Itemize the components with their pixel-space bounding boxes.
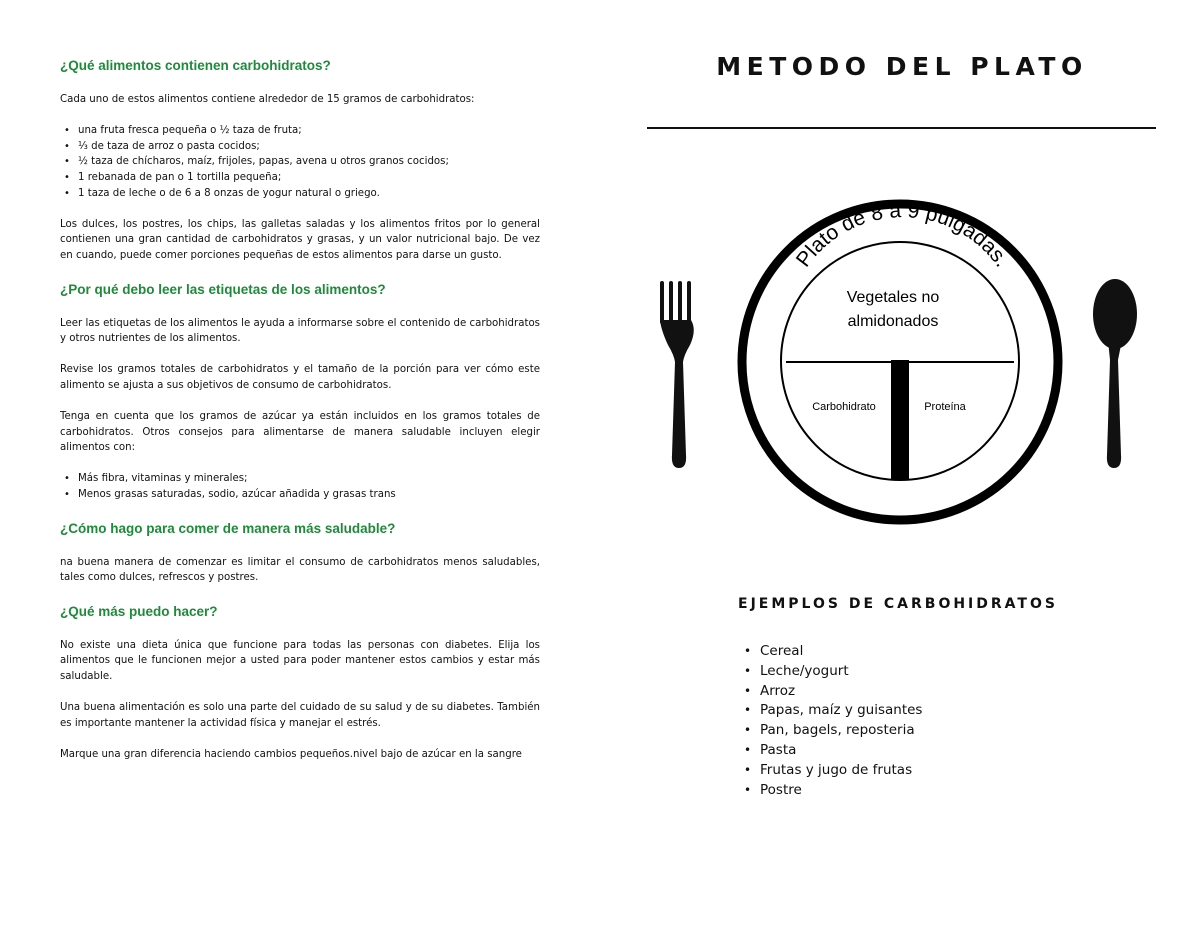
plate-size-label: Plato de 8 a 9 pulgadas.	[791, 199, 1014, 272]
list-item: • Más fibra, vitaminas y minerales;	[60, 471, 540, 487]
paragraph: Marque una gran diferencia haciendo cambios pequeños.nivel bajo de azúcar en la sangre	[60, 749, 522, 760]
list-item: • Pan, bagels, reposteria	[743, 721, 922, 741]
list-item: • ⅓ de taza de arroz o pasta cocidos;	[60, 139, 540, 155]
paragraph: Leer las etiquetas de los alimentos le ayuda a informarse sobre el contenido de carbohidratos y otros nutrientes de los alimentos.	[60, 317, 540, 345]
list-item: • Leche/yogurt	[743, 662, 922, 682]
list-item: • 1 taza de leche o de 6 a 8 onzas de yogur natural o griego.	[60, 186, 540, 202]
paragraph: Cada uno de estos alimentos contiene alrededor de 15 gramos de carbohidratos:	[60, 94, 475, 105]
plate-divider-vertical	[891, 360, 909, 480]
plate-diagram	[640, 190, 1160, 535]
list-item: • Cereal	[743, 642, 922, 662]
list-item: • Postre	[743, 781, 922, 801]
list-item: • ½ taza de chícharos, maíz, frijoles, papas, avena u otros granos cocidos;	[60, 154, 540, 170]
spoon-icon	[1093, 279, 1137, 468]
list-item: • Papas, maíz y guisantes	[743, 701, 922, 721]
paragraph: Una buena alimentación es solo una parte del cuidado de su salud y de su diabetes. También es importante mantener la actividad física y manejar el estrés.	[60, 702, 540, 729]
list-item: • 1 rebanada de pan o 1 tortilla pequeña;	[60, 170, 540, 186]
paragraph: na buena manera de comenzar es limitar el consumo de carbohidratos menos saludables, tales como dulces, refrescos y postres.	[60, 556, 540, 584]
fork-icon	[660, 281, 694, 468]
bullet-list	[60, 123, 540, 201]
section-heading-carbohidratos: ¿Qué alimentos contienen carbohidratos?	[60, 58, 331, 73]
label-proteina: Proteína	[924, 401, 966, 413]
label-carbohidrato: Carbohidrato	[812, 401, 876, 413]
section-heading-saludable: ¿Cómo hago para comer de manera más saludable?	[60, 520, 396, 536]
ejemplos-title: EJEMPLOS DE CARBOHIDRATOS	[738, 596, 1058, 612]
list-item: • Frutas y jugo de frutas	[743, 761, 922, 781]
paragraph: Revise los gramos totales de carbohidratos y el tamaño de la porción para ver cómo este alimento se ajusta a sus objetivos de consumo de carbohidratos.	[60, 364, 540, 391]
page-title: METODO DEL PLATO	[716, 52, 1088, 81]
label-vegetales-line2: almidonados	[847, 313, 939, 330]
section-heading-etiquetas: ¿Por qué debo leer las etiquetas de los alimentos?	[60, 281, 386, 297]
bullet-list	[60, 471, 540, 502]
ejemplos-list	[743, 642, 922, 800]
paragraph: No existe una dieta única que funcione para todas las personas con diabetes. Elija los alimentos que le funcionen mejor a usted para poder mantener estos cambios y estar más saludable.	[60, 639, 540, 683]
list-item: • una fruta fresca pequeña o ½ taza de fruta;	[60, 123, 540, 139]
section-heading-que-mas: ¿Qué más puedo hacer?	[60, 603, 218, 619]
list-item: • Pasta	[743, 741, 922, 761]
paragraph: Tenga en cuenta que los gramos de azúcar ya están incluidos en los gramos totales de carbohidratos. Otros consejos para alimentarse de manera saludable incluyen elegir alimentos con:	[60, 411, 540, 454]
paragraph: Los dulces, los postres, los chips, las galletas saladas y los alimentos fritos por lo general contienen una gran cantidad de carbohidratos y grasas, y un valor nutricional bajo. De vez en cuando, puede comer porciones pequeñas de estos alimentos para darse un gusto.	[60, 218, 540, 261]
divider	[647, 127, 1156, 129]
list-item: • Menos grasas saturadas, sodio, azúcar añadida y grasas trans	[60, 487, 540, 503]
list-item: • Arroz	[743, 682, 922, 702]
left-column	[60, 58, 540, 763]
label-vegetales-line1: Vegetales no	[846, 289, 940, 306]
